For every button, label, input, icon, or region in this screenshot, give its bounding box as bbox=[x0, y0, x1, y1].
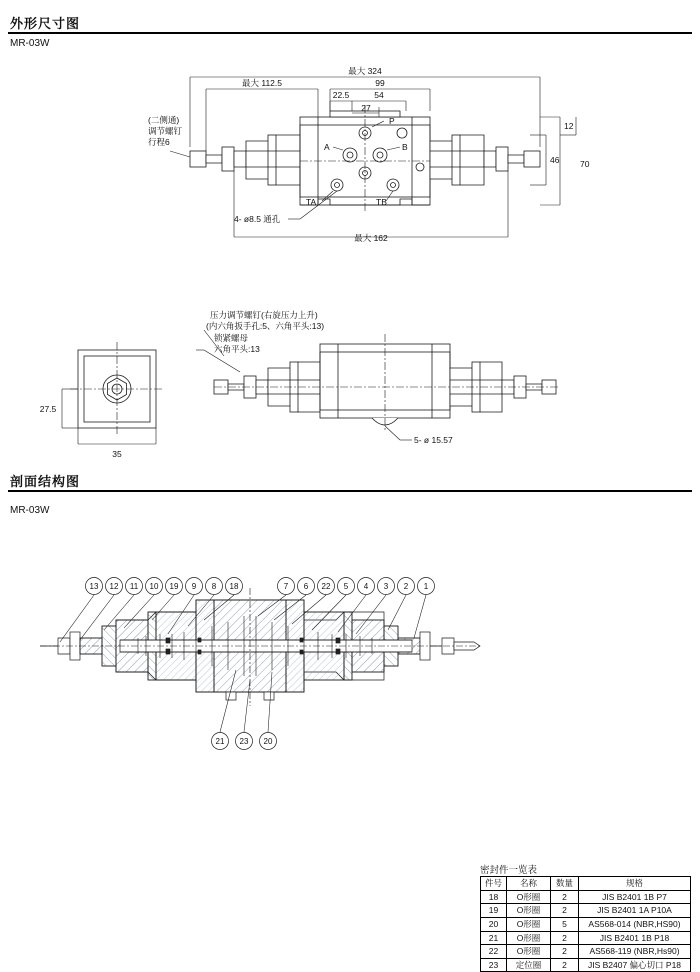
port-label-ta: TA bbox=[306, 197, 317, 207]
callout-group-bottom bbox=[212, 733, 277, 750]
callout-label: 3 bbox=[383, 582, 389, 591]
cell-spec: AS568-119 (NBR,Hs90) bbox=[579, 945, 691, 959]
port-label-p: P bbox=[389, 116, 395, 126]
model-label-dimensions: MR-03W bbox=[10, 38, 50, 49]
cell-name: O形圈 bbox=[507, 945, 551, 959]
model-label-section-view: MR-03W bbox=[10, 505, 50, 516]
table-row bbox=[481, 945, 691, 959]
table-row bbox=[481, 917, 691, 931]
dim-27: 27 bbox=[361, 103, 371, 113]
side-view-drawing bbox=[0, 300, 700, 465]
callout-label: 7 bbox=[283, 582, 289, 591]
callout-group-top-left bbox=[86, 578, 243, 595]
dim-27-5: 27.5 bbox=[39, 404, 57, 414]
dim-max112: 最大 112.5 bbox=[241, 78, 283, 88]
callout-label: 12 bbox=[109, 582, 119, 591]
callout-label: 6 bbox=[303, 582, 309, 591]
col-header-partno: 件号 bbox=[481, 877, 507, 891]
callout-label: 20 bbox=[263, 737, 273, 746]
callout-label: 23 bbox=[239, 737, 249, 746]
dim-max324: 最大 324 bbox=[348, 66, 382, 76]
callout-label: 18 bbox=[229, 582, 239, 591]
section-header-section-view bbox=[8, 470, 692, 492]
callout-label: 22 bbox=[321, 582, 331, 591]
cell-spec: JIS B2407 偏心切口 P18 bbox=[579, 958, 691, 972]
cell-name: O形圈 bbox=[507, 890, 551, 904]
col-header-spec: 规格 bbox=[579, 877, 691, 891]
cross-section-drawing bbox=[0, 560, 700, 770]
callout-label: 19 bbox=[169, 582, 179, 591]
cell-name: 定位圈 bbox=[507, 958, 551, 972]
cell-partno: 21 bbox=[481, 931, 507, 945]
cell-name: O形圈 bbox=[507, 917, 551, 931]
outline-dimension-drawing bbox=[0, 55, 700, 300]
col-header-qty: 数量 bbox=[551, 877, 579, 891]
note-hole: 4- ø8.5 通孔 bbox=[234, 214, 281, 224]
cell-qty: 5 bbox=[551, 917, 579, 931]
port-label-tb: TB bbox=[376, 197, 387, 207]
table-row bbox=[481, 890, 691, 904]
callout-label: 11 bbox=[129, 582, 139, 591]
port-label-a: A bbox=[324, 142, 330, 152]
callout-label: 8 bbox=[211, 582, 217, 591]
cell-partno: 23 bbox=[481, 958, 507, 972]
port-label-b: B bbox=[402, 142, 408, 152]
note-pressure-adjust: 压力调节螺钉(右旋压力上升) bbox=[210, 310, 318, 320]
dim-99: 99 bbox=[375, 78, 385, 88]
cell-partno: 19 bbox=[481, 904, 507, 918]
cell-partno: 22 bbox=[481, 945, 507, 959]
cell-qty: 2 bbox=[551, 890, 579, 904]
callout-label: 1 bbox=[423, 582, 429, 591]
cell-qty: 2 bbox=[551, 904, 579, 918]
table-row bbox=[481, 958, 691, 972]
cell-qty: 2 bbox=[551, 945, 579, 959]
dim-max162: 最大 162 bbox=[354, 233, 388, 243]
seal-table bbox=[480, 876, 691, 972]
note-adj-screw: 调节螺钉 bbox=[148, 126, 183, 136]
callout-group-top-right bbox=[278, 578, 435, 595]
callout-label: 9 bbox=[191, 582, 197, 591]
callout-label: 5 bbox=[343, 582, 349, 591]
col-header-name: 名称 bbox=[507, 877, 551, 891]
cell-qty: 2 bbox=[551, 958, 579, 972]
callout-label: 2 bbox=[403, 582, 409, 591]
section-header-dimensions bbox=[8, 12, 692, 34]
dim-70: 70 bbox=[580, 159, 590, 169]
cell-spec: JIS B2401 1A P10A bbox=[579, 904, 691, 918]
dim-35: 35 bbox=[112, 449, 122, 459]
cell-partno: 20 bbox=[481, 917, 507, 931]
table-header-row bbox=[481, 877, 691, 891]
dim-5-15-57: 5- ø 15.57 bbox=[414, 435, 453, 445]
cell-partno: 18 bbox=[481, 890, 507, 904]
seal-table-title: 密封件一览表 bbox=[480, 865, 538, 876]
callout-label: 10 bbox=[149, 582, 159, 591]
dim-46: 46 bbox=[550, 155, 560, 165]
dim-54: 54 bbox=[374, 90, 384, 100]
note-hex: (内六角扳手孔:5、六角平头:13) bbox=[206, 321, 325, 331]
note-two-side: (二侧通) bbox=[148, 115, 180, 125]
dim-12: 12 bbox=[564, 121, 574, 131]
section-title-section-view: 剖面结构图 bbox=[10, 474, 81, 489]
note-stroke6: 行程6 bbox=[148, 137, 170, 147]
note-hexhead: 六角平头:13 bbox=[214, 344, 260, 354]
callout-label: 4 bbox=[363, 582, 369, 591]
cell-spec: AS568-014 (NBR,HS90) bbox=[579, 917, 691, 931]
table-row bbox=[481, 931, 691, 945]
dim-22-5: 22.5 bbox=[332, 90, 350, 100]
note-locknut: 锁紧螺母 bbox=[214, 333, 249, 343]
cell-spec: JIS B2401 1B P7 bbox=[579, 890, 691, 904]
cell-spec: JIS B2401 1B P18 bbox=[579, 931, 691, 945]
callout-label: 13 bbox=[89, 582, 99, 591]
callout-label: 21 bbox=[215, 737, 225, 746]
cell-qty: 2 bbox=[551, 931, 579, 945]
cell-name: O形圈 bbox=[507, 931, 551, 945]
cell-name: O形圈 bbox=[507, 904, 551, 918]
table-row bbox=[481, 904, 691, 918]
section-title-dimensions: 外形尺寸图 bbox=[10, 16, 81, 31]
